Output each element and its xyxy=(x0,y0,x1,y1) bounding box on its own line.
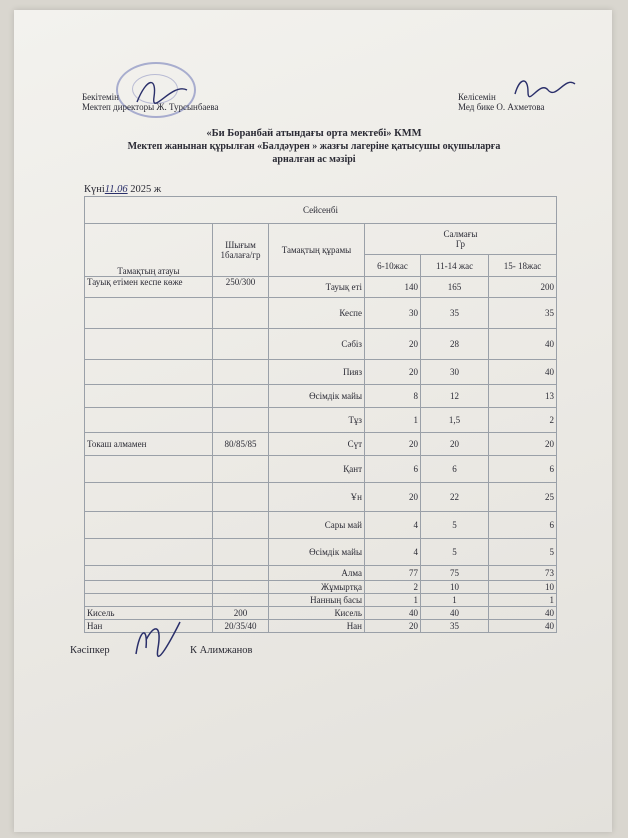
output-cell xyxy=(213,360,269,385)
title-line-3: арналған ас мәзірі xyxy=(272,154,356,165)
weight-age1-cell: 40 xyxy=(365,607,421,620)
title-line-2: Мектеп жанынан құрылған «Балдәурен » жазғы лагеріне қатысушы оқушыларға xyxy=(127,141,501,152)
approval-block xyxy=(82,92,219,112)
weight-age1-cell: 4 xyxy=(365,512,421,539)
weight-header xyxy=(365,224,557,255)
dish-cell xyxy=(85,329,213,360)
menu-row xyxy=(85,539,557,566)
output-cell xyxy=(213,456,269,483)
dish-cell xyxy=(85,581,213,594)
ingredient-cell: Алма xyxy=(269,566,365,581)
menu-row xyxy=(85,298,557,329)
weight-age3-cell: 6 xyxy=(489,512,557,539)
title-line-1: «Би Боранбай атындағы орта мектебі» КММ xyxy=(206,128,422,139)
menu-row xyxy=(85,408,557,433)
weight-age3-cell: 5 xyxy=(489,539,557,566)
weight-age2-cell: 40 xyxy=(421,607,489,620)
weight-age1-cell: 20 xyxy=(365,483,421,512)
weight-age1-cell: 2 xyxy=(365,581,421,594)
menu-row xyxy=(85,385,557,408)
weight-age2-cell: 28 xyxy=(421,329,489,360)
weight-age1-cell: 4 xyxy=(365,539,421,566)
weight-age1-cell: 1 xyxy=(365,408,421,433)
output-cell xyxy=(213,539,269,566)
ingredient-cell: Тұз xyxy=(269,408,365,433)
weight-age3-cell: 20 xyxy=(489,433,557,456)
weight-age1-cell: 8 xyxy=(365,385,421,408)
ingredient-cell: Нанның басы xyxy=(269,594,365,607)
weight-age1-cell: 20 xyxy=(365,360,421,385)
output-column-header: Шығым 1балаға/гр xyxy=(213,224,269,277)
weight-age3-cell: 10 xyxy=(489,581,557,594)
dish-cell: Тауық етімен кеспе көже xyxy=(85,277,213,298)
weight-age3-cell: 13 xyxy=(489,385,557,408)
output-cell xyxy=(213,483,269,512)
weight-age1-cell: 140 xyxy=(365,277,421,298)
weight-age2-cell: 35 xyxy=(421,298,489,329)
ingredient-cell: Өсімдік майы xyxy=(269,539,365,566)
ingredient-cell: Сүт xyxy=(269,433,365,456)
menu-row xyxy=(85,512,557,539)
menu-row xyxy=(85,277,557,298)
dish-cell xyxy=(85,483,213,512)
weight-age2-cell: 20 xyxy=(421,433,489,456)
dish-cell xyxy=(85,566,213,581)
weight-age2-cell: 1 xyxy=(421,594,489,607)
menu-date xyxy=(84,184,161,195)
ingredient-cell: Пияз xyxy=(269,360,365,385)
ingredient-cell: Өсімдік майы xyxy=(269,385,365,408)
weight-age2-cell: 12 xyxy=(421,385,489,408)
dish-cell: Кисель xyxy=(85,607,213,620)
ingredient-cell: Тауық еті xyxy=(269,277,365,298)
ingredient-cell: Сары май xyxy=(269,512,365,539)
weight-age1-cell: 1 xyxy=(365,594,421,607)
weight-header-label: Салмағы xyxy=(443,229,478,239)
weight-age2-cell: 75 xyxy=(421,566,489,581)
weight-age3-cell: 40 xyxy=(489,360,557,385)
weight-age2-cell: 35 xyxy=(421,620,489,633)
output-cell: 20/35/40 xyxy=(213,620,269,633)
output-cell xyxy=(213,566,269,581)
menu-row xyxy=(85,433,557,456)
agreement-label: Келісемін xyxy=(458,92,496,102)
weight-age3-cell: 2 xyxy=(489,408,557,433)
dish-cell: Токаш алмамен xyxy=(85,433,213,456)
weight-age1-cell: 20 xyxy=(365,433,421,456)
dish-cell xyxy=(85,594,213,607)
weight-age1-cell: 20 xyxy=(365,329,421,360)
agreement-signer: Мед бике О. Ахметова xyxy=(458,102,545,112)
ingredient-cell: Ұн xyxy=(269,483,365,512)
weight-age2-cell: 6 xyxy=(421,456,489,483)
weight-age2-cell: 10 xyxy=(421,581,489,594)
dish-cell xyxy=(85,360,213,385)
weight-age3-cell: 40 xyxy=(489,620,557,633)
weight-age3-cell: 35 xyxy=(489,298,557,329)
ingredient-cell: Кеспе xyxy=(269,298,365,329)
weight-age3-cell: 1 xyxy=(489,594,557,607)
composition-column-header: Тамақтың құрамы xyxy=(269,224,365,277)
date-value: 11.06 xyxy=(104,184,128,195)
output-cell: 200 xyxy=(213,607,269,620)
day-header: Сейсенбі xyxy=(85,197,557,224)
output-cell xyxy=(213,581,269,594)
dish-cell xyxy=(85,512,213,539)
dish-column-header: Тамақтың атауы xyxy=(85,224,213,277)
weight-age3-cell: 73 xyxy=(489,566,557,581)
dish-cell: Нан xyxy=(85,620,213,633)
output-cell: 250/300 xyxy=(213,277,269,298)
weight-age2-cell: 165 xyxy=(421,277,489,298)
output-cell xyxy=(213,512,269,539)
output-cell: 80/85/85 xyxy=(213,433,269,456)
weight-age1-cell: 30 xyxy=(365,298,421,329)
menu-row xyxy=(85,329,557,360)
date-suffix: 2025 ж xyxy=(130,184,162,195)
menu-row xyxy=(85,456,557,483)
weight-age2-cell: 5 xyxy=(421,512,489,539)
approval-signer: Мектеп директоры Ж. Турсынбаева xyxy=(82,102,219,112)
approval-label: Бекітемін xyxy=(82,92,119,102)
dish-cell xyxy=(85,539,213,566)
dish-cell xyxy=(85,385,213,408)
entrepreneur-label: Кәсіпкер xyxy=(70,645,110,656)
menu-row xyxy=(85,566,557,581)
output-cell xyxy=(213,594,269,607)
weight-age3-cell: 6 xyxy=(489,456,557,483)
output-cell xyxy=(213,408,269,433)
menu-row xyxy=(85,594,557,607)
age-group-1: 6-10жас xyxy=(365,255,421,277)
weight-age2-cell: 22 xyxy=(421,483,489,512)
dish-cell xyxy=(85,456,213,483)
output-cell xyxy=(213,298,269,329)
weight-age2-cell: 30 xyxy=(421,360,489,385)
entrepreneur-signature xyxy=(128,618,184,664)
dish-cell xyxy=(85,298,213,329)
weight-age1-cell: 6 xyxy=(365,456,421,483)
menu-row xyxy=(85,360,557,385)
menu-table xyxy=(84,196,557,633)
weight-age1-cell: 20 xyxy=(365,620,421,633)
ingredient-cell: Қант xyxy=(269,456,365,483)
ingredient-cell: Кисель xyxy=(269,607,365,620)
dish-cell xyxy=(85,408,213,433)
weight-unit: Гр xyxy=(455,239,466,249)
weight-age2-cell: 1,5 xyxy=(421,408,489,433)
ingredient-cell: Жұмыртқа xyxy=(269,581,365,594)
ingredient-cell: Сәбіз xyxy=(269,329,365,360)
weight-age3-cell: 200 xyxy=(489,277,557,298)
entrepreneur-name: К Алимжанов xyxy=(190,645,253,656)
age-group-2: 11-14 жас xyxy=(421,255,489,277)
ingredient-cell: Нан xyxy=(269,620,365,633)
output-cell xyxy=(213,385,269,408)
weight-age3-cell: 25 xyxy=(489,483,557,512)
weight-age3-cell: 40 xyxy=(489,607,557,620)
weight-age1-cell: 77 xyxy=(365,566,421,581)
weight-age2-cell: 5 xyxy=(421,539,489,566)
agreement-block xyxy=(458,92,545,112)
menu-row xyxy=(85,581,557,594)
menu-row xyxy=(85,483,557,512)
date-prefix: Күні xyxy=(84,184,105,195)
weight-age3-cell: 40 xyxy=(489,329,557,360)
output-cell xyxy=(213,329,269,360)
age-group-3: 15- 18жас xyxy=(489,255,557,277)
